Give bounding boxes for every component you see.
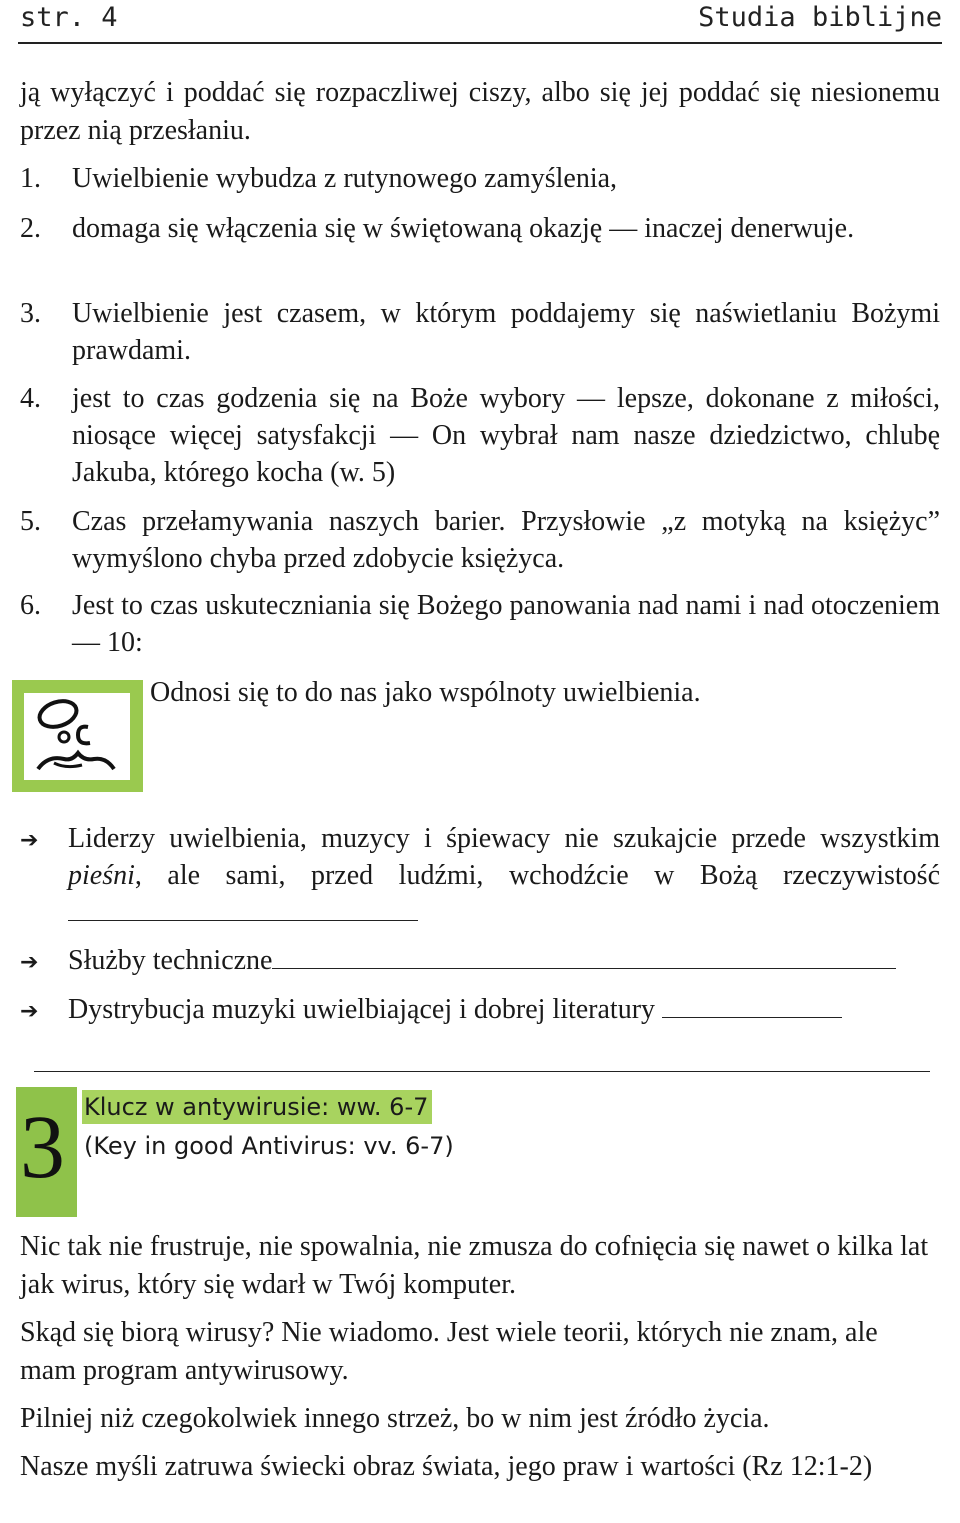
divider bbox=[34, 1071, 930, 1072]
list-text: Jest to czas uskuteczniania się Bożego panowania nad nami i nad otoczeniem — 10: bbox=[72, 590, 940, 658]
section-subtitle: (Key in good Antivirus: vv. 6-7) bbox=[84, 1132, 454, 1160]
section-number: 3 bbox=[20, 1098, 65, 1197]
right-arrow-icon: ➔ bbox=[20, 999, 39, 1024]
page-header bbox=[18, 0, 942, 44]
paragraph: Skąd się biorą wirusy? Nie wiadomo. Jest wiele teorii, których nie znam, ale mam program antywirusowy. bbox=[20, 1317, 878, 1386]
running-title: Studia biblijne bbox=[698, 2, 942, 33]
list-number: 2. bbox=[20, 213, 41, 244]
list-number: 6. bbox=[20, 590, 41, 621]
list-item bbox=[20, 820, 940, 935]
note-text: Odnosi się to do nas jako wspólnoty uwielbienia. bbox=[150, 677, 701, 708]
thinking-person-icon bbox=[12, 680, 143, 792]
intro-paragraph: ją wyłączyć i poddać się rozpaczliwej ciszy, albo się jej poddać się niesionemu przez nią przesłaniu. bbox=[20, 77, 940, 146]
list-item bbox=[20, 991, 940, 1031]
list-number: 4. bbox=[20, 383, 41, 414]
list-item bbox=[20, 160, 940, 200]
list-number: 1. bbox=[20, 163, 41, 194]
list-text: domaga się włączenia się w świętowaną okazję — inaczej denerwuje. bbox=[72, 213, 855, 244]
paragraph: Pilniej niż czegokolwiek innego strzeż, bo w nim jest źródło życia. bbox=[20, 1403, 770, 1434]
bullet-text: Służby techniczne bbox=[68, 942, 940, 979]
list-text: Uwielbienie wybudza z rutynowego zamyślenia, bbox=[72, 163, 618, 194]
list-item bbox=[20, 942, 940, 982]
bullet-text: Dystrybucja muzyki uwielbiającej i dobrej literatury bbox=[68, 991, 940, 1028]
right-arrow-icon: ➔ bbox=[20, 828, 39, 853]
section-title: Klucz w antywirusie: ww. 6-7 bbox=[82, 1090, 432, 1124]
list-item bbox=[20, 503, 940, 583]
list-item bbox=[20, 587, 940, 667]
list-text: Uwielbienie jest czasem, w którym poddajemy się naświetlaniu Bożymi prawdami. bbox=[72, 298, 940, 366]
list-number: 3. bbox=[20, 298, 41, 329]
list-text: jest to czas godzenia się na Boże wybory — lepsze, dokonane z miłości, niosące więcej satysfakcji — On wybrał nam nasze dziedzictwo, chlubę Jakuba, którego kocha (w. 5) bbox=[72, 383, 940, 488]
bullet-text: Liderzy uwielbienia, muzycy i śpiewacy nie szukajcie przede wszystkim pieśni, ale sami, przed ludźmi, wchodźcie w Bożą rzeczywistość bbox=[68, 820, 940, 931]
list-number: 5. bbox=[20, 506, 41, 537]
page-number: str. 4 bbox=[20, 2, 118, 33]
paragraph: Nic tak nie frustruje, nie spowalnia, nie zmusza do cofnięcia się nawet o kilka lat jak wirus, który się wdarł w Twój komputer. bbox=[20, 1231, 929, 1300]
list-item bbox=[20, 380, 940, 495]
list-item bbox=[20, 210, 940, 290]
list-text: Czas przełamywania naszych barier. Przysłowie „z motyką na księżyc” wymyślono chyba przed zdobycie księżyca. bbox=[72, 506, 940, 574]
paragraph: Nasze myśli zatruwa świecki obraz świata, jego praw i wartości (Rz 12:1-2) bbox=[20, 1451, 873, 1482]
right-arrow-icon: ➔ bbox=[20, 950, 39, 975]
list-item bbox=[20, 295, 940, 375]
